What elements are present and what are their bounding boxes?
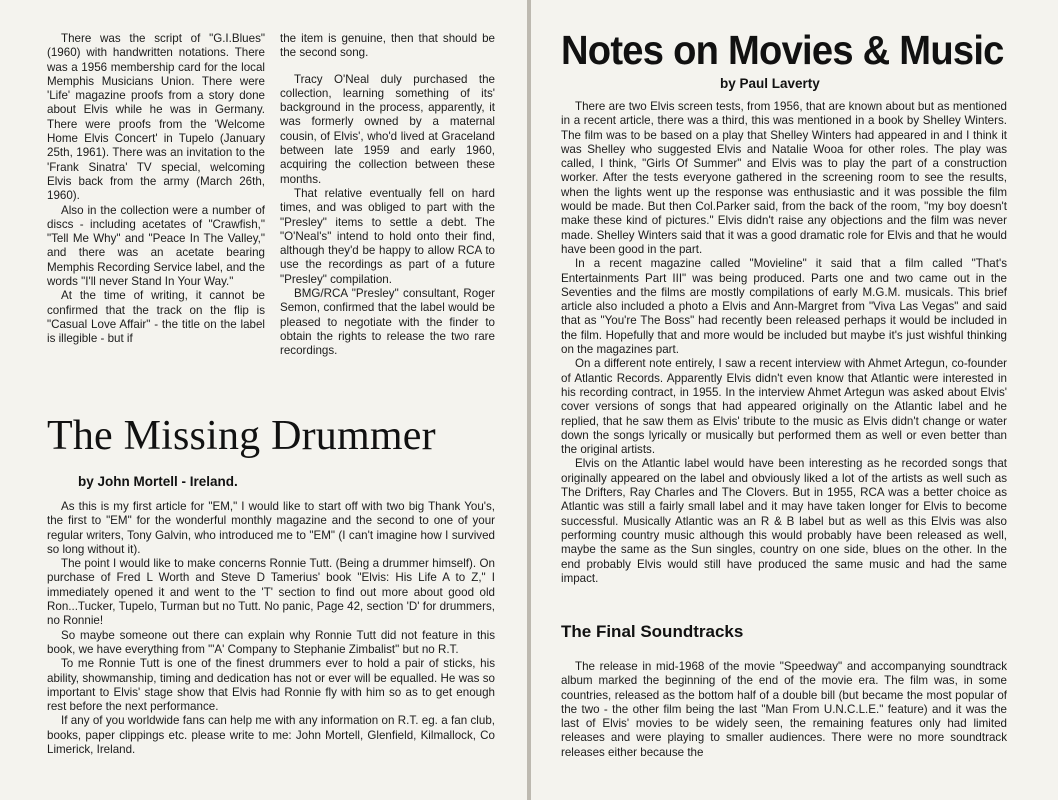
paragraph: The release in mid-1968 of the movie "Speedway" and accompanying soundtrack album marked the beginning of the end of the movie era. The film was, in some countries, released as the bottom half of a double bill (but became the most popular of the two - the other film being the last "Man From U.N.C.L.E." feature) and it was the last of Elvis' movies to be widely seen, the remaining features only had limited releases and were playing to smaller audiences. There were no more soundtrack releases either because the — [561, 660, 1007, 759]
section-heading: The Final Soundtracks — [561, 622, 744, 641]
left-column-2 — [280, 32, 495, 359]
paragraph: There was the script of "G.I.Blues" (1960) with handwritten notations. There was a 1956 membership card for the local Memphis Musicians Union. There were 'Life' magazine proofs from a story done about Elvis while he was in Germany. There were proofs from the 'Welcome Home Elvis Concert' in Tupelo (January 25th, 1961). There was an invitation to the 'Frank Sinatra' TV special, welcoming Elvis back from the army (March 26th, 1960). — [47, 32, 265, 203]
paragraph: That relative eventually fell on hard times, and was obliged to part with the "Presley" items to settle a debt. The "O'Neal's" intend to hold onto their find, although they'd be happy to allow RCA to use the recordings as part of a future "Presley" compilation. — [280, 186, 495, 286]
paragraph: Also in the collection were a number of discs - including acetates of "Crawfish," "Tell Me Why" and "Peace In The Valley," and there was an acetate bearing Memphis Recording Service label, and the words "I'll never Stand In Your Way." — [47, 203, 265, 289]
right-page — [531, 0, 1058, 800]
article-byline: by Paul Laverty — [720, 76, 820, 91]
article-byline: by John Mortell - Ireland. — [78, 474, 238, 489]
paragraph: As this is my first article for "EM," I would like to start off with two big Thank You's, the first to "EM" for the wonderful monthly magazine and the second to one of your regular writers, Tony Galvin, who introduced me to "EM" (I can't imagine how I survived so long without it). — [47, 500, 495, 556]
article-body — [561, 100, 1007, 586]
paragraph: the item is genuine, then that should be the second song. — [280, 32, 495, 60]
paragraph: BMG/RCA "Presley" consultant, Roger Semon, confirmed that the label would be pleased to negotiate with the finder to obtain the rights to release the two rare recordings. — [280, 287, 495, 358]
article-title: Notes on Movies & Music — [561, 27, 1004, 73]
article-body — [47, 500, 495, 757]
section-body — [561, 660, 1007, 760]
paragraph: So maybe someone out there can explain why Ronnie Tutt did not feature in this book, we have everything from "'A' Company to Stephanie Zimbalist" but no R.T. — [47, 628, 495, 656]
paragraph: Elvis on the Atlantic label would have been interesting as he recorded songs that originally appeared on the label and obviously liked a lot of the artists as well such as The Drifters, Ray Charles and The Clovers. But in 1955, RCA was a better choice as Atlantic was still a fairly small label and it may have taken longer for Elvis to become successful. Musically Atlantic was an R & B label but as well as this Elvis was also performing country music although this would probably have been released as well, maybe the same as the Sun singles, country on one side, blues on the other. In the end probably Elvis would still have produced the same music and had the same impact. — [561, 457, 1007, 585]
left-column-1 — [47, 32, 265, 347]
paragraph: Tracy O'Neal duly purchased the collection, learning something of its' background in the process, apparently, it was formerly owned by a maternal cousin, of Elvis', who'd lived at Graceland between late 1959 and early 1960, acquiring the collection between these months. — [280, 72, 495, 186]
article-title: The Missing Drummer — [47, 413, 436, 459]
left-page — [0, 0, 527, 800]
paragraph: In a recent magazine called "Movieline" it said that a film called "That's Entertainments Part III" was being produced. Parts one and two came out in the Seventies and the films are mostly compilations of early M.G.M. musicals. This brief article also included a photo a Elvis and Ann-Margret from "Viva Las Vegas" and said that as "You're The Boss" had recently been released perhaps it would be included in the film. Hopefully that and more would be included but maybe it's just wishful thinking on the magazines part. — [561, 257, 1007, 357]
paragraph: The point I would like to make concerns Ronnie Tutt. (Being a drummer himself). On purchase of Fred L Worth and Steve D Tamerius' book "Elvis: His Life A to Z," I immediately opened it and went to the 'T' section to find out more about good old Ron...Tucker, Tupelo, Turman but no Tutt. No panic, Page 42, section 'D' for drummers, no Ronnie! — [47, 557, 495, 628]
paragraph: On a different note entirely, I saw a recent interview with Ahmet Artegun, co-founder of Atlantic Records. Apparently Elvis didn't even know that Atlantic were interested in his recording contract, in 1955. In the interview Ahmet Artegun was asked about Elvis' cover versions of songs that had appeared originally on the Atlantic label and he replied, that he saw them as Elvis' tribute to the music as Elvis didn't change or water down the songs lyrically or musically but performed them as well or even better than the original artists. — [561, 357, 1007, 457]
paragraph: At the time of writing, it cannot be confirmed that the track on the flip is "Casual Love Affair" - the title on the label is illegible - but if — [47, 289, 265, 346]
paragraph: There are two Elvis screen tests, from 1956, that are known about but as mentioned in a recent article, there was a third, this was mentioned in a book by Shelley Winters. The film was to be based on a play that Shelley Winters had appeared in and I think it was Shelley who suggested Elvis and Natalie Wooa for other roles. The play was called, I think, "Girls Of Summer" and Elvis was to play the part of a construction worker. After the tests everyone gathered in the screening room to see the results, when the lights went up the response was enthusiastic and it was possible the film would be made. But then Col.Parker said, from the back of the room, "my boy doesn't make these kind of pictures." Elvis didn't raise any objections and the film was never made. Shelley Winters said that it was a good dramatic role for Elvis and that he would have been good in the part. — [561, 100, 1007, 256]
paragraph: To me Ronnie Tutt is one of the finest drummers ever to hold a pair of sticks, his ability, showmanship, timing and dedication has not or ever will be equalled. He was so important to Elvis' stage show that Elvis had Ronnie fly with him so as to get enough rest before the next performance. — [47, 657, 495, 714]
paragraph: If any of you worldwide fans can help me with any information on R.T. eg. a fan club, books, paper clippings etc. please write to me: John Mortell, Glenfield, Kilmallock, Co Limerick, Ireland. — [47, 714, 495, 757]
